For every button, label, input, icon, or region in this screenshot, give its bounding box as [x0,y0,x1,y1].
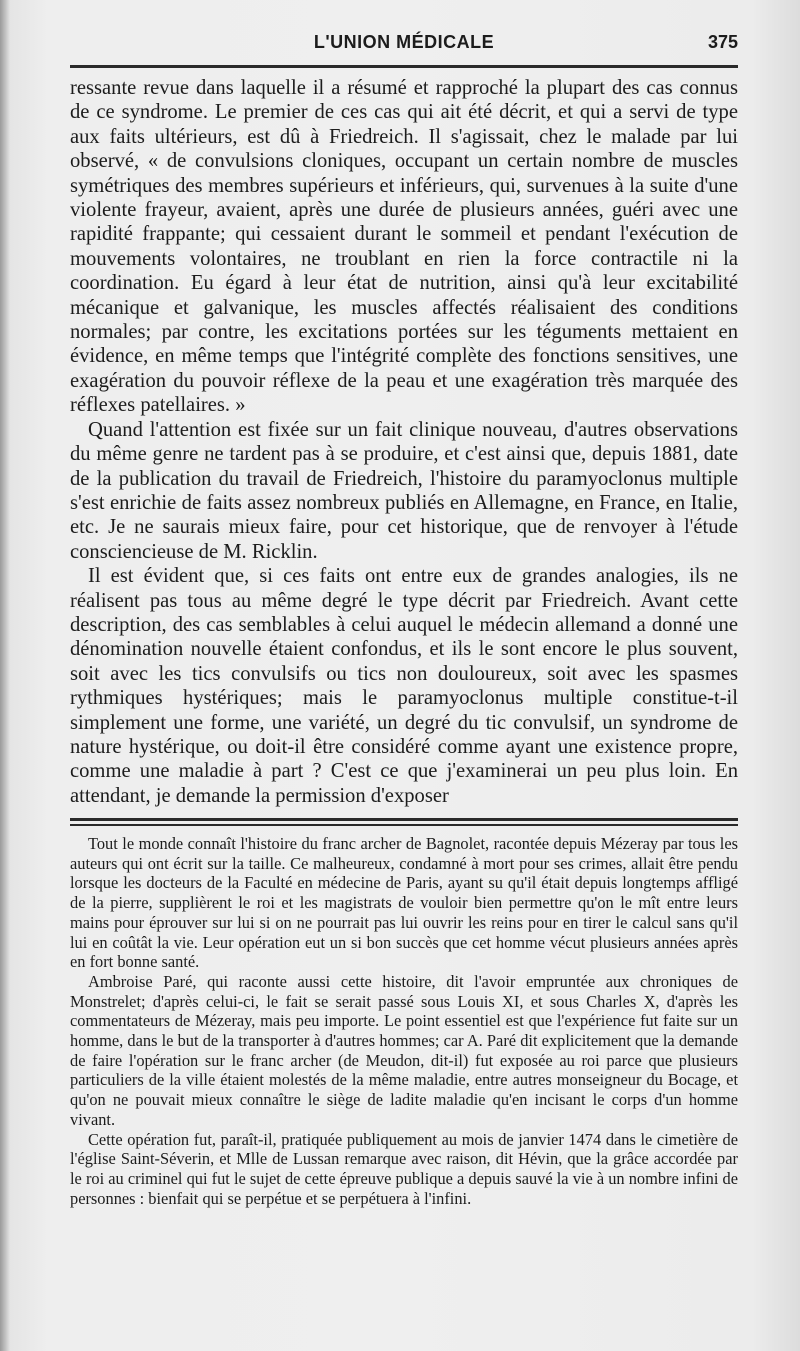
binding-shadow [0,0,10,1351]
header-rule [70,65,738,68]
paragraph: Il est évident que, si ces faits ont entre eux de grandes analogies, ils ne réalisent pas tous au même degré le type décrit par Friedreich. Avant cette description, des cas semblables à celui auquel le médecin allemand a donné une dénomination nouvelle étaient confondus, et ils le sont encore le plus souvent, soit avec les tics convulsifs ou tics non douloureux, soit avec les spasmes rythmiques hystériques; mais le paramyoclonus multiple constitue-t-il simplement une forme, une variété, un degré du tic convulsif, un syndrome de nature hystérique, ou doit-il être considéré comme ayant une existence propre, comme une maladie à part ? C'est ce que j'examinerai un peu plus loin. En attendant, je demande la permission d'exposer [70,565,738,807]
footnote-paragraph: Tout le monde connaît l'histoire du franc archer de Bagnolet, racontée depuis Mézeray par tous les auteurs qui ont écrit sur la taille. Ce malheureux, condamné à mort pour ses crimes, allait être pendu lorsque les docteurs de la Faculté en médecine de Paris, ayant su qu'il était depuis longtemps affligé de la pierre, supplièrent le roi et les magistrats de vouloir bien permettre qu'on le mît entre leurs mains pour éprouver sur lui si on ne pourrait pas lui ouvrir les reins pour en tirer le calcul sans qu'il lui en coûtât la vie. Leur opération eut un si bon succès que cet homme vécut plusieurs années après en fort bonne santé. [70,834,738,972]
footnote-paragraph: Ambroise Paré, qui raconte aussi cette histoire, dit l'avoir empruntée aux chroniques de Monstrelet; d'après celui-ci, le fait se serait passé sous Louis XI, et sous Charles X, d'après les commentateurs de Mézeray, mais peu importe. Le point essentiel est que l'expérience fut faite sur un homme, dans le but de la transporter à d'autres hommes; car A. Paré dit explicitement que la demande de faire l'opération sur le franc archer (de Meudon, dit-il) fut exposée au roi parce que plusieurs particuliers de la ville étaient molestés de la même maladie, entre autres monseigneur du Bocage, et qu'on ne pouvait mieux connaître le siège de ladite maladie qu'en incisant le corps d'un homme vivant. [70,971,738,1129]
running-title: L'UNION MÉDICALE [313,32,495,52]
page-header [70,30,738,60]
paragraph: Quand l'attention est fixée sur un fait clinique nouveau, d'autres observations du même genre ne tardent pas à se produire, et c'est ainsi que, depuis 1881, date de la publication du travail de Friedreich, l'histoire du paramyoclonus multiple s'est enrichie de faits assez nombreux publiés en Allemagne, en France, en Italie, etc. Je ne saurais mieux faire, pour cet historique, que de renvoyer à l'étude consciencieuse de M. Ricklin. [70,418,738,563]
footnotes [70,834,738,1208]
footnote-paragraph: Cette opération fut, paraît-il, pratiquée publiquement au mois de janvier 1474 dans le cimetière de l'église Saint-Séverin, et Mlle de Lussan remarque avec raison, dit Hévin, que la grâce accordée par le roi au criminel qui fut le sujet de cette épreuve publique a depuis sauvé la vie à un nombre infini de personnes : bienfait qui se perpétue et se perpétuera à l'infini. [70,1129,738,1208]
main-text [70,76,738,808]
footnote-rule [70,818,738,826]
page-number: 375 [707,32,738,52]
paragraph: ressante revue dans laquelle il a résumé et rapproché la plupart des cas connus de ce syndrome. Le premier de ces cas qui ait été décrit, et qui a servi de type aux faits ultérieurs, est dû à Friedreich. Il s'agissait, chez le malade par lui observé, « de convulsions cloniques, occupant un certain nombre de muscles symétriques des membres supérieurs et inférieurs, qui, survenues à la suite d'une violente frayeur, avaient, après une durée de plusieurs années, guéri avec une rapidité frappante; qui cessaient durant le sommeil et pendant l'exécution de mouvements volontaires, ne troublant en rien la force contractile ni la coordination. Eu égard à leur état de nutrition, ainsi qu'à leur excitabilité mécanique et galvanique, les muscles affectés réalisaient des conditions normales; par contre, les excitations portées sur les téguments mettaient en évidence, en même temps que l'intégrité complète des fonctions sensitives, une exagération du pouvoir réflexe de la peau et une exagération très marquée des réflexes patellaires. » [70,77,738,417]
